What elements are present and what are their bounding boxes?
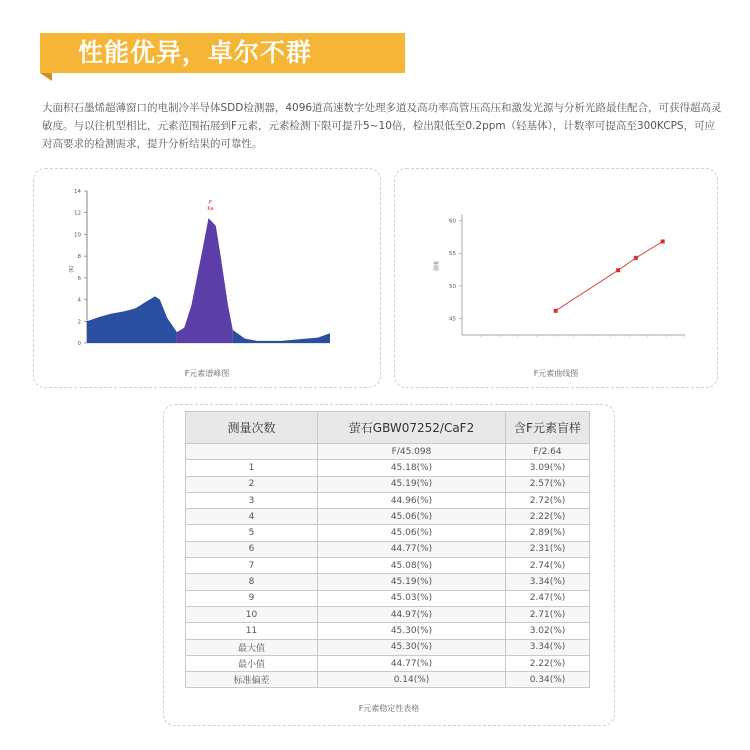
value-cell: 2.57(%) bbox=[506, 476, 590, 492]
data-point bbox=[634, 256, 638, 260]
value-cell: 44.77(%) bbox=[318, 655, 506, 671]
subheader-cell: F/2.64 bbox=[506, 444, 590, 460]
row-label-cell: 11 bbox=[186, 623, 318, 639]
y-axis-label: 强度 bbox=[434, 260, 440, 272]
subheader-cell: F/45.098 bbox=[318, 444, 506, 460]
banner-fold bbox=[40, 73, 52, 81]
series-line bbox=[556, 241, 663, 310]
table-subheader-row bbox=[186, 444, 590, 460]
spectrum-area-tail bbox=[233, 330, 330, 343]
row-label-cell: 4 bbox=[186, 509, 318, 525]
row-label-cell: 2 bbox=[186, 476, 318, 492]
spectrum-chart-caption: F元素谱峰图 bbox=[184, 369, 230, 378]
table-row bbox=[186, 639, 590, 655]
page-title: 性能优异，卓尔不群 bbox=[78, 38, 313, 67]
table-row bbox=[186, 476, 590, 492]
header-count: 测量次数 bbox=[186, 412, 318, 444]
table-row bbox=[186, 672, 590, 688]
value-cell: 0.34(%) bbox=[506, 672, 590, 688]
value-cell: 3.34(%) bbox=[506, 574, 590, 590]
value-cell: 45.08(%) bbox=[318, 558, 506, 574]
table-row bbox=[186, 509, 590, 525]
value-cell: 2.31(%) bbox=[506, 541, 590, 557]
row-label-cell: 5 bbox=[186, 525, 318, 541]
y-tick-label: 12 bbox=[74, 210, 81, 217]
table-header-row bbox=[186, 412, 590, 444]
header-blind-sample: 含F元素盲样 bbox=[506, 412, 590, 444]
value-cell: 45.06(%) bbox=[318, 525, 506, 541]
value-cell: 45.03(%) bbox=[318, 590, 506, 606]
row-label-cell: 8 bbox=[186, 574, 318, 590]
row-label-cell: 10 bbox=[186, 606, 318, 622]
header-fluorite: 萤石GBW07252/CaF2 bbox=[318, 412, 506, 444]
y-axis-label: (K) bbox=[69, 265, 75, 273]
row-label-cell: 7 bbox=[186, 558, 318, 574]
value-cell: 2.89(%) bbox=[506, 525, 590, 541]
table-row bbox=[186, 590, 590, 606]
table-caption: F元素稳定性表格 bbox=[358, 704, 420, 713]
peak-label-element: F bbox=[208, 200, 213, 207]
value-cell: 45.30(%) bbox=[318, 639, 506, 655]
y-tick-label: 14 bbox=[74, 189, 81, 195]
value-cell: 2.47(%) bbox=[506, 590, 590, 606]
value-cell: 0.14(%) bbox=[318, 672, 506, 688]
data-point bbox=[616, 268, 620, 272]
value-cell: 44.96(%) bbox=[318, 492, 506, 508]
y-tick-label: 0 bbox=[77, 341, 81, 347]
value-cell: 3.09(%) bbox=[506, 460, 590, 476]
table-row bbox=[186, 558, 590, 574]
value-cell: 45.19(%) bbox=[318, 476, 506, 492]
spectrum-area-f-peak bbox=[177, 218, 233, 343]
row-label-cell: 9 bbox=[186, 590, 318, 606]
row-label-cell: 3 bbox=[186, 492, 318, 508]
spectrum-area-low bbox=[87, 296, 177, 343]
value-cell: 45.18(%) bbox=[318, 460, 506, 476]
table-row bbox=[186, 541, 590, 557]
value-cell: 45.06(%) bbox=[318, 509, 506, 525]
curve-chart-caption: F元素曲线图 bbox=[533, 369, 579, 378]
value-cell: 3.02(%) bbox=[506, 623, 590, 639]
peak-label-line: Ka bbox=[207, 206, 214, 213]
value-cell: 3.34(%) bbox=[506, 639, 590, 655]
value-cell: 45.30(%) bbox=[318, 623, 506, 639]
y-tick-label: 45 bbox=[449, 316, 456, 323]
table-row bbox=[186, 460, 590, 476]
value-cell: 2.22(%) bbox=[506, 655, 590, 671]
y-tick-label: 6 bbox=[77, 275, 81, 282]
table-row bbox=[186, 525, 590, 541]
row-label-cell: 1 bbox=[186, 460, 318, 476]
row-label-cell: 最小值 bbox=[186, 655, 318, 671]
intro-paragraph: 大面积石墨烯超薄窗口的电制冷半导体SDD检测器，4096道高速数字处理多道及高功率高管压高压和激发光源与分析光路最佳配合，可获得超高灵敏度。与以往机型相比，元素范围拓展到F元素，元素检测下限可提升5~10倍，检出限低至0.2ppm（轻基体），计数率可提高至300KCPS，可应对高要求的检测需求，提升分析结果的可靠性。 bbox=[42, 102, 722, 150]
table-row bbox=[186, 492, 590, 508]
row-label-cell: 6 bbox=[186, 541, 318, 557]
value-cell: 2.74(%) bbox=[506, 558, 590, 574]
table-row bbox=[186, 606, 590, 622]
value-cell: 44.77(%) bbox=[318, 541, 506, 557]
spectrum-chart bbox=[34, 169, 380, 364]
y-tick-label: 60 bbox=[449, 218, 456, 225]
value-cell: 2.71(%) bbox=[506, 606, 590, 622]
value-cell: 44.97(%) bbox=[318, 606, 506, 622]
curve-chart bbox=[395, 169, 717, 364]
value-cell: 2.72(%) bbox=[506, 492, 590, 508]
data-point bbox=[661, 239, 665, 243]
table-row bbox=[186, 574, 590, 590]
stability-table bbox=[185, 411, 590, 688]
y-tick-label: 8 bbox=[77, 254, 81, 261]
y-tick-label: 50 bbox=[449, 283, 456, 290]
row-label-cell: 标准偏差 bbox=[186, 672, 318, 688]
y-tick-label: 55 bbox=[449, 251, 456, 258]
spectrum-chart-card bbox=[33, 168, 381, 388]
table-row bbox=[186, 655, 590, 671]
value-cell: 45.19(%) bbox=[318, 574, 506, 590]
curve-chart-card bbox=[394, 168, 718, 388]
row-label-cell: 最大值 bbox=[186, 639, 318, 655]
value-cell: 2.22(%) bbox=[506, 509, 590, 525]
subheader-cell bbox=[186, 444, 318, 460]
y-tick-label: 10 bbox=[74, 232, 81, 239]
table-row bbox=[186, 623, 590, 639]
y-tick-label: 2 bbox=[77, 319, 81, 326]
data-point bbox=[554, 309, 558, 313]
y-tick-label: 4 bbox=[77, 297, 81, 304]
